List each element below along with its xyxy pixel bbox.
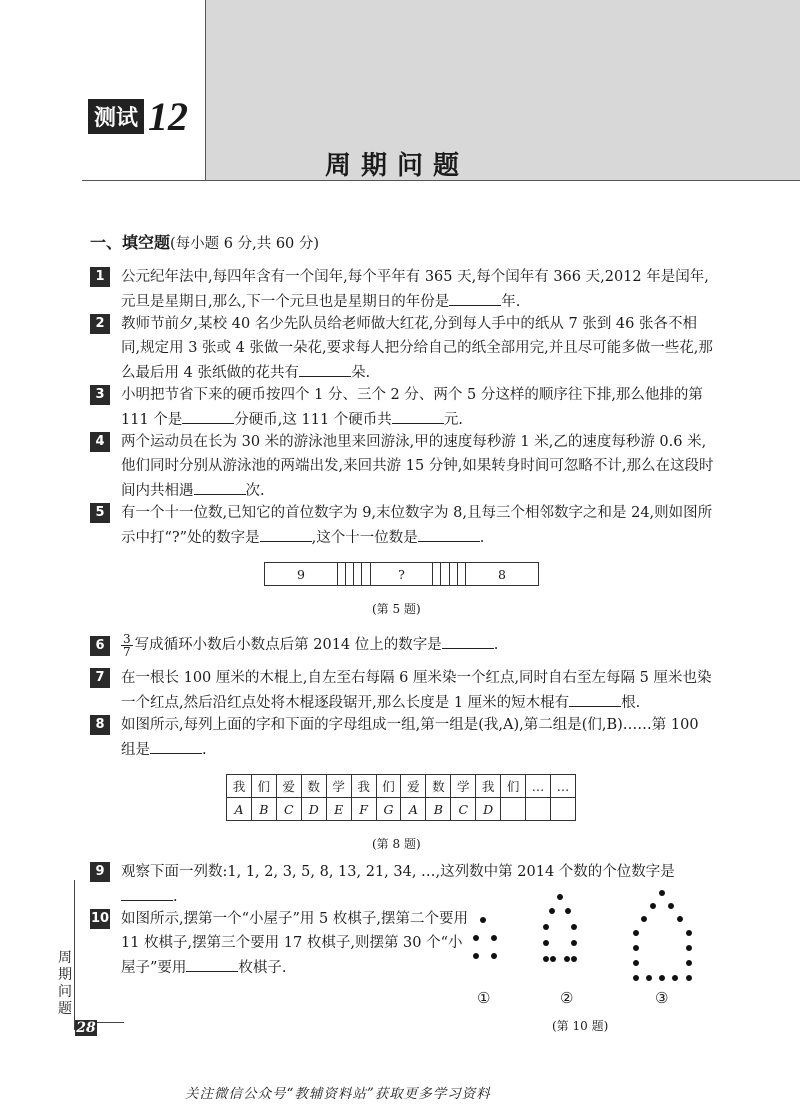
grid-cell: [501, 798, 526, 821]
question-number: 7: [90, 668, 110, 688]
chess-piece-dot: [557, 894, 563, 900]
answer-blank[interactable]: [299, 360, 351, 377]
question-number: 10: [90, 909, 110, 929]
question-text-end: 朵.: [350, 365, 371, 381]
section-subtitle: (每小题 6 分,共 60 分): [170, 236, 320, 252]
grid-cell: E: [326, 798, 351, 821]
chess-piece-dot: [641, 916, 647, 922]
answer-blank[interactable]: [442, 632, 494, 649]
grid-cell: 我: [476, 775, 501, 798]
answer-blank[interactable]: [194, 478, 246, 495]
grid-cell: [337, 563, 345, 586]
grid-cell: [457, 563, 465, 586]
question-text: 如图所示,每列上面的字和下面的字母组成一组,第一组是(我,A),第二组是(们,B)……第 100 组是: [121, 717, 699, 758]
grid-cell: 学: [451, 775, 476, 798]
grid-cell: 8: [465, 563, 538, 586]
chess-piece-dot: [571, 956, 577, 962]
chess-piece-dot: [672, 975, 678, 981]
question-number: 3: [90, 385, 110, 405]
grid-cell: 爱: [276, 775, 301, 798]
grid-cell: [362, 563, 370, 586]
grid-cell: [354, 563, 362, 586]
answer-blank[interactable]: [418, 525, 480, 542]
question-4: [90, 430, 715, 503]
chess-piece-dot: [550, 956, 556, 962]
question-text: 观察下面一列数:1, 1, 2, 3, 5, 8, 13, 21, 34, …,这列数中第 2014 个数的个位数字是: [121, 864, 675, 880]
test-number: 12: [148, 93, 189, 139]
question-text-mid: 分硬币,这 111 个硬币共: [234, 412, 392, 428]
chess-piece-dot: [659, 890, 665, 896]
question-number: 9: [90, 862, 110, 882]
chess-piece-dot: [571, 940, 577, 946]
grid-cell: ?: [370, 563, 433, 586]
side-chapter-label: 周期问题: [58, 950, 72, 1017]
question-text: 教师节前夕,某校 40 名少先队员给老师做大红花,分到每人手中的纸从 7 张到 46 张各不相同,规定用 3 张或 4 张做一朵花,要求每人把分给自己的纸全部用完,并且尽可能多做一些花,那么最后用 4 张纸做的花共有: [121, 316, 713, 381]
figure-caption-8: (第 8 题): [372, 837, 421, 851]
question-text-end: 枚棋子.: [238, 960, 287, 976]
chess-piece-dot: [565, 908, 571, 914]
grid-cell: 我: [227, 775, 252, 798]
grid-cell: 9: [265, 563, 338, 586]
grid-cell: 们: [376, 775, 401, 798]
grid-cell: B: [251, 798, 276, 821]
chess-piece-dot: [686, 930, 692, 936]
question-2: [90, 312, 715, 385]
grid-cell: 们: [251, 775, 276, 798]
answer-blank[interactable]: [392, 407, 444, 424]
grid-cell: 学: [326, 775, 351, 798]
chess-piece-dot: [650, 903, 656, 909]
answer-blank[interactable]: [260, 525, 312, 542]
question-text-end: 次.: [245, 483, 265, 499]
letter-grid: [226, 774, 576, 821]
question-10: [90, 907, 475, 980]
question-number: 2: [90, 314, 110, 334]
answer-blank[interactable]: [569, 690, 621, 707]
grid-cell: C: [276, 798, 301, 821]
grid-cell: 们: [501, 775, 526, 798]
chess-piece-dot: [659, 975, 665, 981]
question-number: 1: [90, 267, 110, 287]
footer-note: 关注微信公众号“教辅资料站”获取更多学习资料: [185, 1086, 491, 1102]
grid-cell: [441, 563, 449, 586]
section-heading: [90, 230, 319, 253]
question-text-end: .: [479, 530, 485, 546]
chess-piece-dot: [543, 956, 549, 962]
chess-piece-dot: [543, 940, 549, 946]
answer-blank[interactable]: [186, 955, 238, 972]
chess-piece-dot: [549, 908, 555, 914]
figure-caption-10: (第 10 题): [552, 1019, 609, 1033]
grid-cell: 数: [301, 775, 326, 798]
question-number: 6: [90, 636, 110, 656]
question-text-end: 年.: [501, 294, 521, 310]
question-text: 在一根长 100 厘米的木棍上,自左至右每隔 6 厘米染一个红点,同时自右至左每隔 5 厘米也染一个红点,然后沿红点处将木棍逐段锯开,那么长度是 1 厘米的短木棍有: [121, 670, 712, 711]
grid-cell: A: [227, 798, 252, 821]
chess-piece-dot: [473, 953, 479, 959]
header-panel: [205, 0, 800, 180]
chess-piece-dot: [646, 975, 652, 981]
question-text: 如图所示,摆第一个“小屋子”用 5 枚棋子,摆第二个要用 11 枚棋子,摆第三个要用 17 枚棋子,则摆第 30 个“小屋子”要用: [121, 911, 468, 976]
question-6: [90, 632, 715, 658]
question-7: [90, 666, 715, 715]
chess-piece-dot: [633, 960, 639, 966]
answer-blank[interactable]: [449, 289, 501, 306]
grid-cell: [550, 798, 575, 821]
question-3: [90, 383, 715, 432]
fraction: [121, 633, 133, 658]
chess-piece-dot: [480, 917, 486, 923]
chess-piece-dot: [491, 953, 497, 959]
question-text: 小明把节省下来的硬币按四个 1 分、三个 2 分、两个 5 分这样的顺序往下排,那么他排的第 111 个是: [121, 387, 703, 428]
fraction-numerator: 3: [123, 631, 131, 646]
fraction-denominator: 7: [123, 644, 131, 659]
grid-cell: …: [550, 775, 575, 798]
question-text-mid: ,这个十一位数是: [311, 530, 418, 546]
grid-cell: G: [376, 798, 401, 821]
question-9: [90, 860, 715, 909]
grid-cell: D: [301, 798, 326, 821]
chess-piece-dot: [571, 924, 577, 930]
grid-cell: [449, 563, 457, 586]
test-word: 测试: [88, 99, 144, 134]
question-text-end: .: [173, 889, 178, 905]
chess-piece-dot: [686, 975, 692, 981]
grid-cell: A: [401, 798, 426, 821]
grid-cell: 爱: [401, 775, 426, 798]
figure-caption-5: (第 5 题): [372, 602, 421, 616]
margin-line: [74, 880, 75, 1030]
grid-cell: D: [476, 798, 501, 821]
chess-piece-dot: [543, 924, 549, 930]
grid-cell: …: [526, 775, 551, 798]
question-text-end: .: [202, 742, 207, 758]
answer-blank[interactable]: [121, 884, 173, 901]
question-8: [90, 713, 715, 762]
figure-label-3: ③: [655, 989, 669, 1007]
grid-cell: [433, 563, 441, 586]
grid-cell: [526, 798, 551, 821]
grid-cell: [346, 563, 354, 586]
chess-piece-dot: [633, 930, 639, 936]
question-text-end: .: [493, 637, 499, 653]
question-text-end: 元.: [443, 412, 463, 428]
question-number: 8: [90, 715, 110, 735]
grid-cell: 数: [426, 775, 451, 798]
question-text: 两个运动员在长为 30 米的游泳池里来回游泳,甲的速度每秒游 1 米,乙的速度每秒游 0.6 米,他们同时分别从游泳池的两端出发,来回共游 15 分钟,如果转身时间可忽略不计,那么在这段时间内共相遇: [121, 434, 714, 499]
section-title: 一、填空题: [90, 233, 171, 252]
answer-blank[interactable]: [182, 407, 234, 424]
chess-piece-dot: [564, 956, 570, 962]
grid-cell: C: [451, 798, 476, 821]
page-title: 周期问题: [325, 151, 470, 181]
digit-grid: [264, 562, 539, 586]
chess-piece-dot: [633, 975, 639, 981]
grid-cell: B: [426, 798, 451, 821]
chess-piece-dot: [491, 935, 497, 941]
figure-label-1: ①: [477, 989, 491, 1007]
question-text-end: 根.: [621, 695, 641, 711]
question-text: 公元纪年法中,每四年含有一个闰年,每个平年有 365 天,每个闰年有 366 天,2012 年是闰年,元旦是星期日,那么,下一个元旦也是星期日的年份是: [121, 269, 709, 310]
grid-cell: F: [351, 798, 376, 821]
question-text: 有一个十一位数,已知它的首位数字为 9,末位数字为 8,且每三个相邻数字之和是 24,则如图所示中打“?”处的数字是: [121, 505, 713, 546]
chess-piece-dot: [633, 945, 639, 951]
page-number: 28: [76, 1020, 96, 1036]
chess-piece-dot: [686, 945, 692, 951]
test-label: [88, 93, 189, 139]
answer-blank[interactable]: [150, 737, 202, 754]
question-number: 4: [90, 432, 110, 452]
question-5: [90, 501, 715, 550]
chess-piece-dot: [473, 935, 479, 941]
chess-piece-dot: [668, 903, 674, 909]
question-number: 5: [90, 503, 110, 523]
chess-piece-dot: [686, 960, 692, 966]
question-1: [90, 265, 715, 314]
question-text: 写成循环小数后小数点后第 2014 位上的数字是: [134, 637, 442, 653]
grid-cell: 我: [351, 775, 376, 798]
chess-piece-dot: [677, 916, 683, 922]
figure-label-2: ②: [560, 989, 574, 1007]
